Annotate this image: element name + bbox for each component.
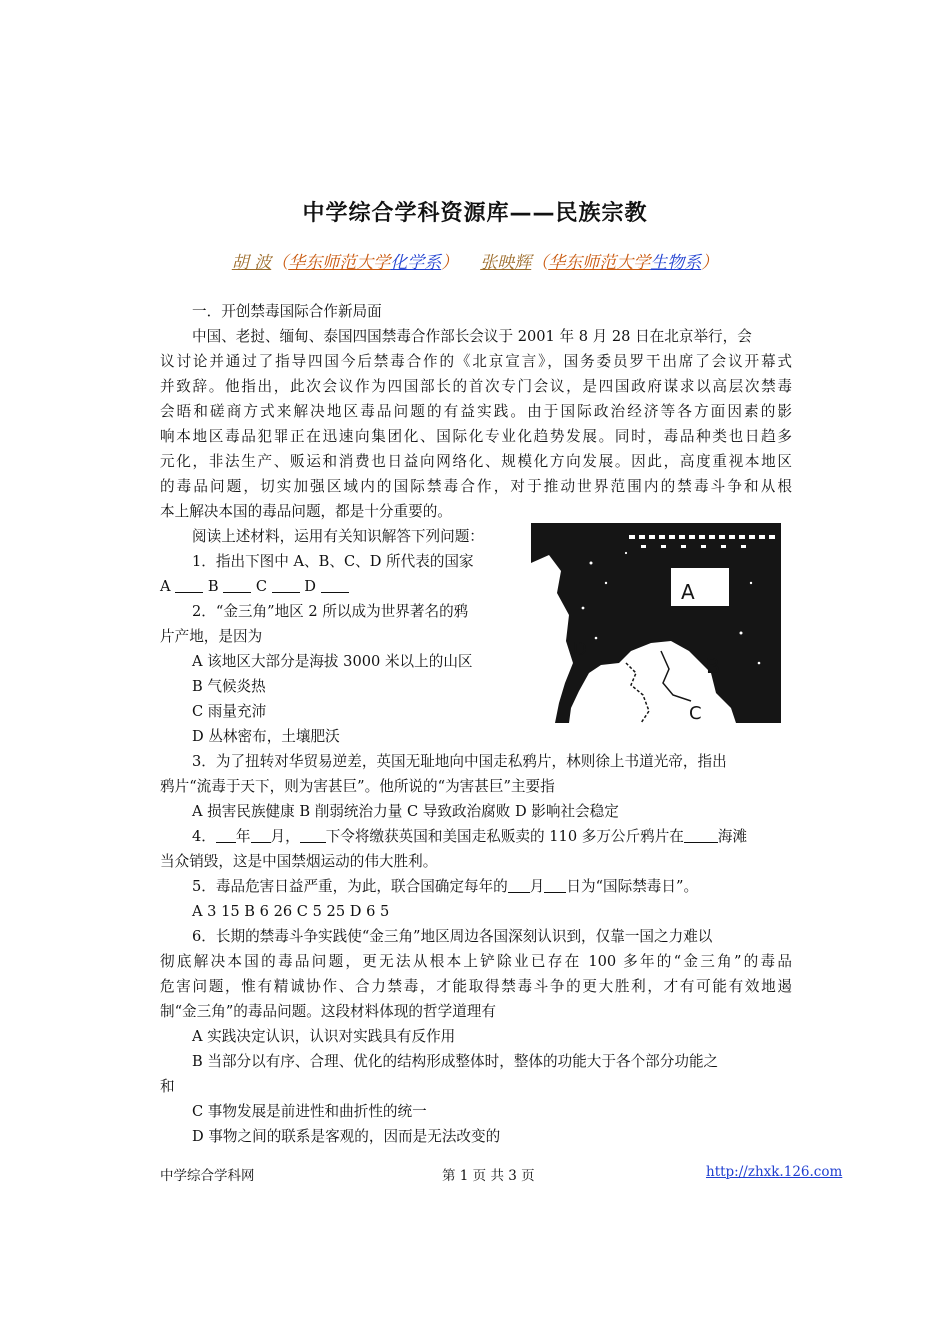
person-blank[interactable] xyxy=(300,828,326,843)
day-blank[interactable] xyxy=(544,878,566,893)
question-5-text: 5．毒品危害日益严重，为此，联合国确定每年的 xyxy=(192,878,508,895)
question-6: 6．长期的禁毒斗争实践使“金三角”地区周边各国深刻认识到，仅靠一国之力难以 xyxy=(192,928,713,945)
question-6-cont: 危害问题，惟有精诚协作、合力禁毒，才能取得禁毒斗争的更大胜利，才有可能有效地遏 xyxy=(160,978,792,995)
paragraph-line: 会晤和磋商方式来解决地区毒品问题的有益实践。由于国际政治经济等各方面因素的影 xyxy=(160,403,792,420)
blank-label-a: A xyxy=(160,578,171,595)
place-blank[interactable] xyxy=(684,828,718,843)
paragraph-line: 中国、老挝、缅甸、泰国四国禁毒合作部长会议于 2001 年 8 月 28 日在北京举行，会 xyxy=(192,328,752,345)
question-6-cont: 彻底解决本国的毒品问题，更无法从根本上铲除业已存在 100 多年的“金三角”的毒品 xyxy=(160,953,792,970)
blank-label-c: C xyxy=(255,578,268,595)
option-b: B 当部分以有序、合理、优化的结构形成整体时，整体的功能大于各个部分功能之 xyxy=(192,1053,719,1070)
footer-url-link[interactable]: http://zhxk.126.com xyxy=(706,1164,843,1180)
paragraph-line: 响本地区毒品犯罪正在迅速向集团化、国际化专业化趋势发展。同时，毒品种类也日趋多 xyxy=(160,428,792,445)
map-label-a: A xyxy=(681,580,695,604)
footer-site-name: 中学综合学科网 xyxy=(160,1168,255,1184)
month-label-2: 月 xyxy=(529,878,545,895)
question-1: 1．指出下图中 A、B、C、D 所代表的国家 xyxy=(192,553,474,570)
question-4 xyxy=(192,827,747,847)
month-blank[interactable] xyxy=(251,828,271,843)
answer-blank-c[interactable] xyxy=(272,578,300,593)
answer-blank-d[interactable] xyxy=(321,578,349,593)
month-label: 月， xyxy=(270,828,300,845)
option-b: B 气候炎热 xyxy=(192,678,266,695)
map-label-b: B xyxy=(706,654,720,678)
university-link-1[interactable]: 华东师范大学 xyxy=(288,253,391,273)
answer-blank-b[interactable] xyxy=(223,578,251,593)
question-5-options: A 3 15 B 6 26 C 5 25 D 6 5 xyxy=(192,903,390,920)
paragraph-line: 并致辞。他指出，此次会议作为四国部长的首次专门会议，是四国政府谋求以高层次禁毒 xyxy=(160,378,792,395)
question-1-blanks xyxy=(160,577,349,597)
paragraph-line: 的毒品问题，切实加强区域内的国际禁毒合作，对于推动世界范围内的禁毒斗争和从根 xyxy=(160,478,792,495)
blank-label-b: B xyxy=(207,578,219,595)
question-5 xyxy=(192,877,698,897)
golden-triangle-map xyxy=(531,523,781,723)
close-paren-2: ） xyxy=(701,253,719,273)
question-2-cont: 片产地，是因为 xyxy=(160,628,263,645)
university-link-2[interactable]: 华东师范大学 xyxy=(548,253,651,273)
question-3: 3．为了扭转对华贸易逆差，英国无耻地向中国走私鸦片，林则徐上书道光帝，指出 xyxy=(192,753,727,770)
question-3-options: A 损害民族健康 B 削弱统治力量 C 导致政治腐败 D 影响社会稳定 xyxy=(192,803,619,820)
section-heading: 一．开创禁毒国际合作新局面 xyxy=(192,303,382,320)
paragraph-line: 议讨论并通过了指导四国今后禁毒合作的《北京宣言》，国务委员罗干出席了会议开幕式 xyxy=(160,353,792,370)
question-5-end: 日为“国际禁毒日”。 xyxy=(566,878,699,895)
author-link-1[interactable]: 胡 波 xyxy=(231,253,272,273)
page-title: 中学综合学科资源库——民族宗教 xyxy=(302,201,648,226)
option-d: D 丛林密布，土壤肥沃 xyxy=(192,728,340,745)
author-line xyxy=(0,248,950,273)
answer-blank-a[interactable] xyxy=(175,578,203,593)
option-b-cont: 和 xyxy=(160,1078,175,1095)
year-blank[interactable] xyxy=(216,828,236,843)
question-3-cont: 鸦片“流毒于天下，则为害甚巨”。他所说的“为害甚巨”主要指 xyxy=(160,778,555,795)
author-link-2[interactable]: 张映辉 xyxy=(480,253,532,273)
option-a: A 该地区大部分是海拔 3000 米以上的山区 xyxy=(192,653,473,670)
paragraph-line: 本上解决本国的毒品问题，都是十分重要的。 xyxy=(160,503,452,520)
footer-link[interactable] xyxy=(706,1164,842,1180)
reading-prompt: 阅读上述材料，运用有关知识解答下列问题： xyxy=(192,528,484,545)
close-paren-1: ） xyxy=(441,253,459,273)
question-4-number: 4． xyxy=(192,828,216,845)
department-link-1[interactable]: 化学系 xyxy=(390,253,442,273)
option-d: D 事物之间的联系是客观的，因而是无法改变的 xyxy=(192,1128,501,1145)
month-blank-2[interactable] xyxy=(508,878,530,893)
question-4-cont: 当众销毁，这是中国禁烟运动的伟大胜利。 xyxy=(160,853,438,870)
question-2: 2．“金三角”地区 2 所以成为世界著名的鸦 xyxy=(192,603,469,620)
question-4-text: 下令将缴获英国和美国走私贩卖的 110 多万公斤鸦片在 xyxy=(325,828,684,845)
paragraph-line: 元化，非法生产、贩运和消费也日益向网络化、规模化方向发展。因此，高度重视本地区 xyxy=(160,453,792,470)
map-label-d: D xyxy=(573,639,587,660)
option-c: C 事物发展是前进性和曲折性的统一 xyxy=(192,1103,427,1120)
map-label-c: C xyxy=(689,703,702,723)
open-paren-2: （ xyxy=(531,253,549,273)
open-paren-1: （ xyxy=(271,253,289,273)
option-c: C 雨量充沛 xyxy=(192,703,267,720)
question-6-cont: 制“金三角”的毒品问题。这段材料体现的哲学道理有 xyxy=(160,1003,496,1020)
department-link-2[interactable]: 生物系 xyxy=(650,253,702,273)
option-a: A 实践决定认识，认识对实践具有反作用 xyxy=(192,1028,456,1045)
beach-label: 海滩 xyxy=(717,828,748,845)
blank-label-d: D xyxy=(304,578,316,595)
footer-page-number: 第 1 页 共 3 页 xyxy=(442,1168,535,1184)
year-label: 年 xyxy=(235,828,251,845)
